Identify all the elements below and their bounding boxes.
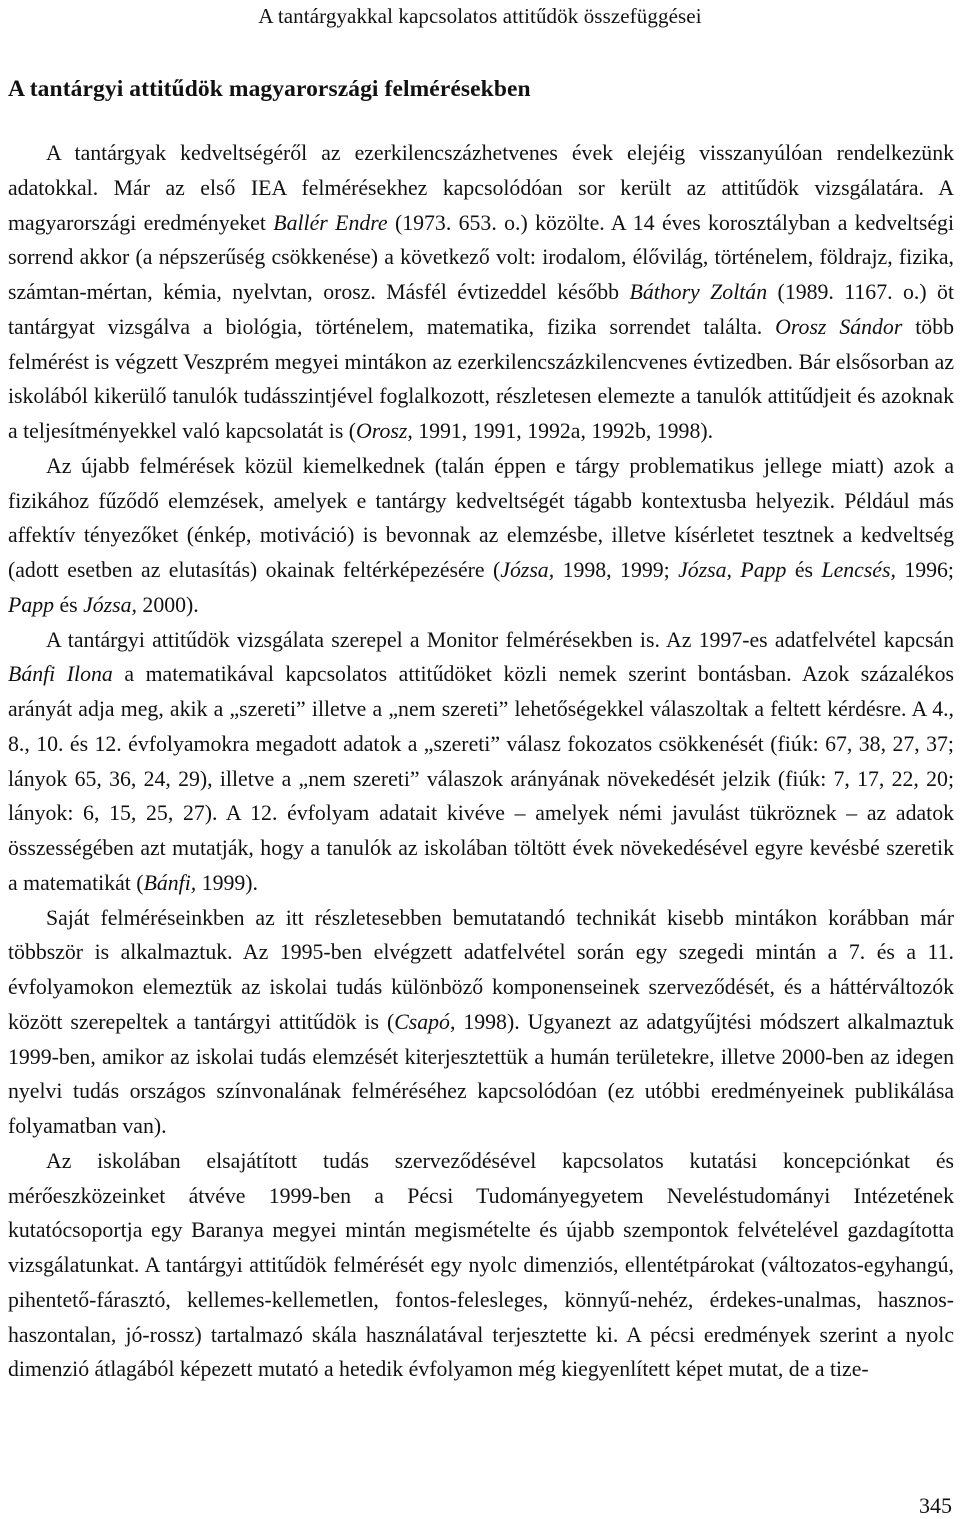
section-title: A tantárgyi attitűdök magyarországi felmérésekben [8,76,531,102]
text-run: A tantárgyi attitűdök vizsgálata szerepel a Monitor felmérésekben is. Az 1997-es adatfelvétel kapcsán [46,627,954,652]
running-header: A tantárgyakkal kapcsolatos attitűdök összefüggései [258,4,702,28]
text-run: 1999). [196,870,259,895]
text-run: Az iskolában elsajátított tudás szerveződésével kapcsolatos kutatási koncepciónkat és mérőeszközeinket átvéve 1999-ben a Pécsi Tudományegyetem Neveléstudományi Intézetének kutatócsoportja egy Baranya megyei mintán megismételte és újabb szempontok felvételével gazdagította vizsgálatunkat. A tantárgyi attitűdök felmérését egy nyolc dimenziós, ellentétpárokat (változatos-egyhangú, pihentető-fárasztó, kellemes-kellemetlen, fontos-felesleges, könnyű-nehéz, érdekes-unalmas, hasznos-haszontalan, jó-rossz) tartalmazó skála használatával terjesztette ki. A pécsi eredmények szerint a nyolc dimenzió átlagából képezett mutató a hetedik évfolyamon még kiegyenlített képet mutat, de a tize- [8,1148,954,1382]
italic-citation: Józsa, [500,558,555,582]
body-text [8,136,954,1387]
text-run: 1998, 1999; [554,558,679,582]
paragraph [8,136,954,449]
paragraph [8,901,954,1144]
italic-citation: Csapó [394,1009,450,1034]
text-run: 1996; [895,558,954,582]
text-run: A tantárgyak kedveltségéről az ezerkilencszázhetvenes évek elejéig visszanyúlóan rendelkezünk adatokkal. Már az első IEA felmérésekhez kapcsolódóan sor került az attitűdök vizsgálatára. A magyarországi eredményeket [8,141,954,235]
text-run: és [54,592,84,617]
paragraph [8,449,954,623]
text-run: (1989. 1167. o.) öt tantárgyat vizsgálva a biológia, történelem, matematika, fizika sorrendet találta. [8,280,954,339]
italic-citation: Bánfi, [143,870,197,895]
paragraph [8,1144,954,1387]
italic-citation: Ballér Endre [273,210,388,235]
paragraph [8,623,954,901]
text-run: 2000). [136,592,199,617]
text-run: és [786,558,822,582]
text-run: Saját felméréseinkben az itt részletesebben bemutatandó technikát kisebb mintákon korábban már többször is alkalmaztuk. Az 1995-ben elvégzett adatfelvétel során egy szegedi mintán a 7. és a 11. évfolyamokon elemeztük az iskolai tudás különböző komponenseinek szerveződését, és a háttérváltozók között szerepeltek a tantárgyi attitűdök is ( [8,905,954,1034]
text-run: , 1998). Ugyanezt az adatgyűjtési módszert alkalmaztuk 1999-ben, amikor az iskolai tudás elemzését kiterjesztettük a humán területekre, illetve 2000-ben az idegen nyelvi tudás országos színvonalának felméréséhez kapcsolódóan (ez utóbbi eredményeinek publikálása folyamatban van). [8,1009,954,1138]
italic-citation: Lencsés, [821,558,896,582]
text-run: Az újabb felmérések közül kiemelkednek (talán éppen e tárgy problematikus jellege miatt) azok a fizikához fűződő elemzések, amelyek e tantárgy kedveltségét tágabb kontextusba helyezik. Például más affektív tényezőket (énkép, motiváció) is bevonnak az elemzésbe, illetve kísérletet tesztnek a kedveltség (adott esetben az elutasítás) okainak feltérképezésére ( [8,453,954,582]
italic-citation: Báthory Zoltán [629,280,768,304]
text-run: , 1991, 1991, 1992a, 1992b, 1998). [407,419,714,443]
text-run: a matematikával kapcsolatos attitűdöket közli nemek szerint bontásban. Azok százalékos arányát adja meg, akik a „szereti” illetve a „nem szereti” lehetőségekkel válaszoltak a feltett kérdésre. A 4., 8., 10. és 12. évfolyamokra megadott adatok a „szereti” válasz fokozatos csökkenését (fiúk: 67, 38, 27, 37; lányok 65, 36, 24, 29), illetve a „nem szereti” válaszok arányának növekedését jelzik (fiúk: 7, 17, 22, 20; lányok: 6, 15, 25, 27). A 12. évfolyam adatait kivéve – amelyek némi javulást tükröznek – az adatok összességében azt mutatják, hogy a tanulók az iskolában töltött évek növekedésével egyre kevésbé szeretik a matematikát ( [8,662,955,895]
italic-citation: Bánfi Ilona [8,662,113,687]
italic-citation: Papp [8,592,55,617]
text-run: (1973. 653. o.) közölte. A 14 éves korosztályban a kedveltségi sorrend akkor (a népszerűség csökkenése) a következő volt: irodalom, élővilág, történelem, földrajz, fizika, számtan-mértan, kémia, nyelvtan, orosz. Másfél évtizeddel később [8,210,954,304]
italic-citation: Józsa, Papp [678,558,787,582]
italic-citation: Orosz [356,419,408,443]
page-number: 345 [919,1493,952,1518]
text-run: több felmérést is végzett Veszprém megyei mintákon az ezerkilencszázkilencvenes évtizedben. Bár elsősorban az iskolából kikerülő tanulók tudásszintjével foglalkozott, részletesen elemezte a tanulók attitűdjeit és azoknak a teljesítményekkel való kapcsolatát is ( [8,314,955,443]
italic-citation: Józsa, [83,592,137,617]
italic-citation: Orosz Sándor [775,314,903,339]
